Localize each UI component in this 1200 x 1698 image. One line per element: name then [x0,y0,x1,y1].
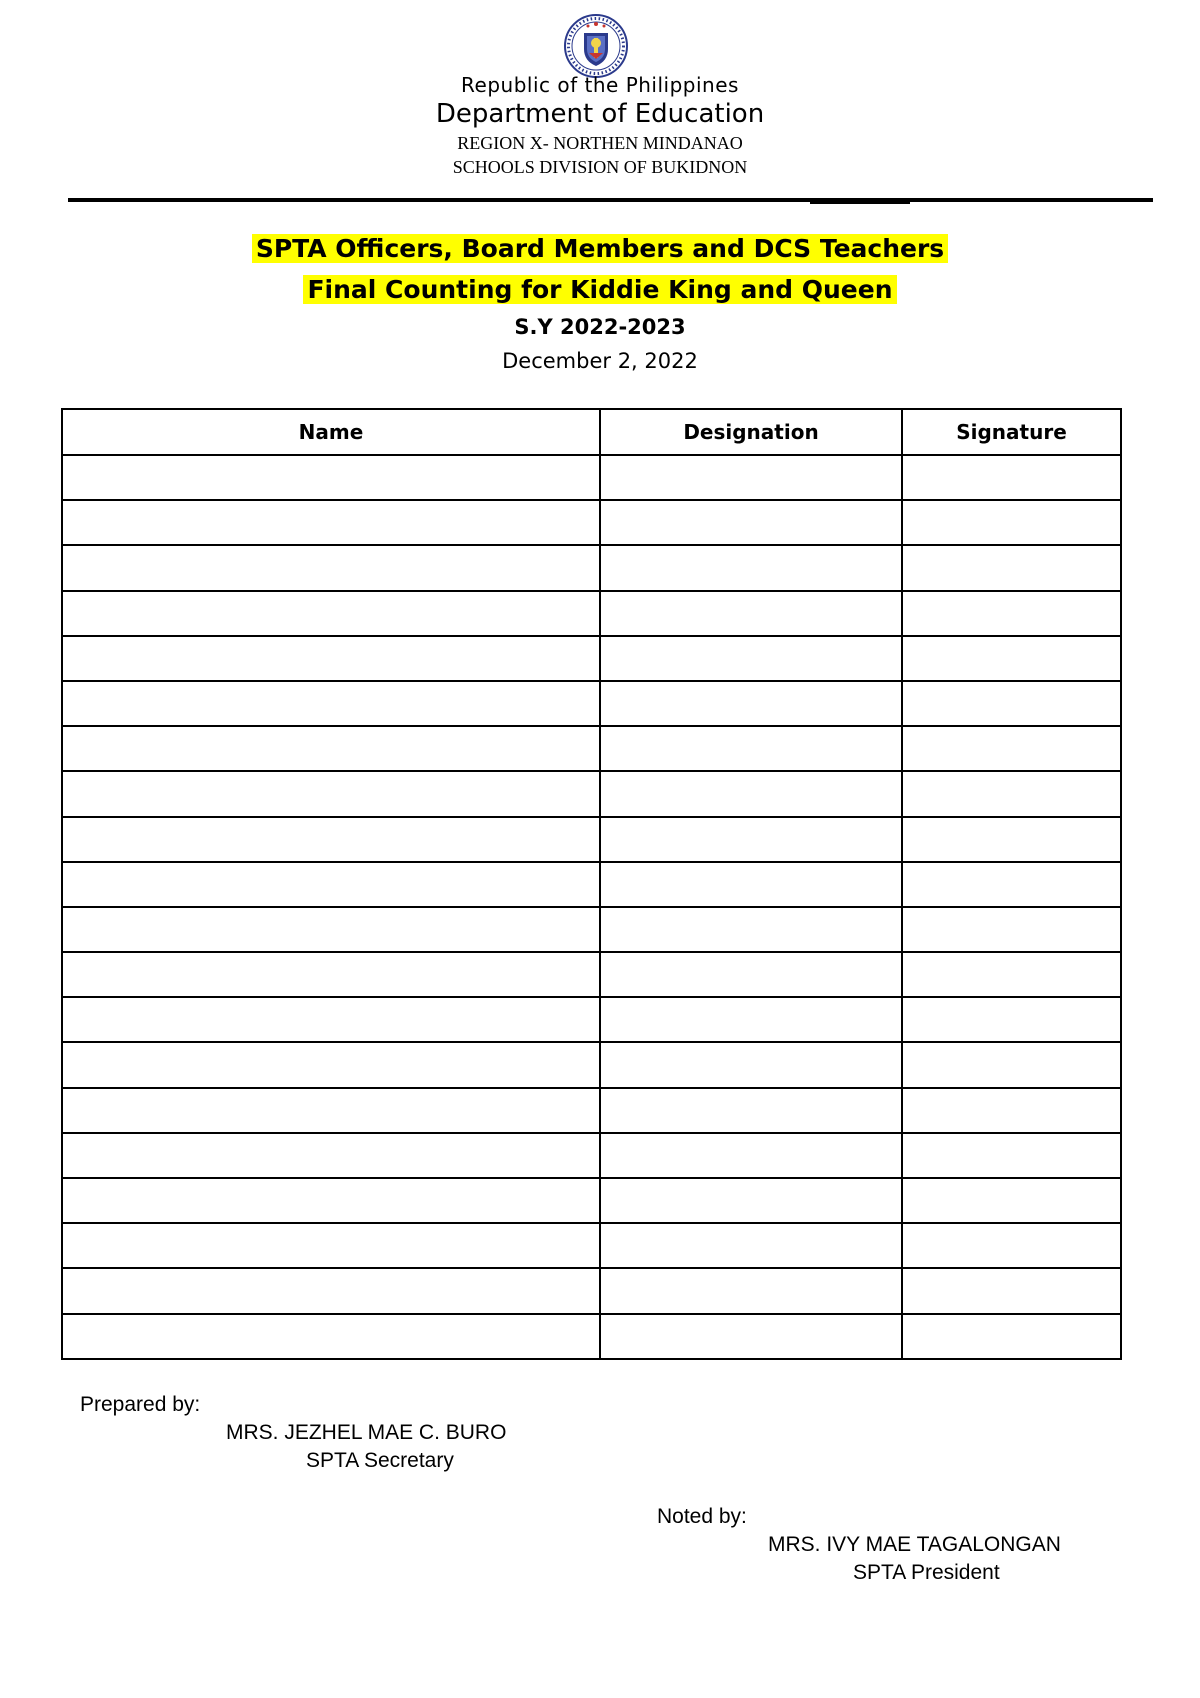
prepared-by-role: SPTA Secretary [306,1449,454,1472]
table-row [62,952,1121,997]
name-cell [62,1178,600,1223]
table-row [62,1133,1121,1178]
table-body [62,455,1121,1359]
designation-cell [600,1088,902,1133]
table-row [62,771,1121,816]
table-row [62,1178,1121,1223]
table-row [62,591,1121,636]
name-cell [62,817,600,862]
designation-cell [600,1042,902,1087]
designation-cell [600,1178,902,1223]
signature-cell [902,545,1121,590]
attendance-table [61,408,1122,1360]
signature-cell [902,997,1121,1042]
region-line: REGION X- NORTHEN MINDANAO [457,133,743,153]
signature-cell [902,500,1121,545]
table-row [62,907,1121,952]
column-header-name: Name [62,409,600,455]
signature-cell [902,1042,1121,1087]
name-cell [62,771,600,816]
table-row [62,500,1121,545]
table-header-row [62,409,1121,455]
table-row [62,817,1121,862]
noted-by-name: MRS. IVY MAE TAGALONGAN [768,1533,1061,1556]
designation-cell [600,726,902,771]
designation-cell [600,817,902,862]
signature-cell [902,771,1121,816]
designation-cell [600,952,902,997]
table-row [62,681,1121,726]
table-row [62,1223,1121,1268]
designation-cell [600,862,902,907]
school-year: S.Y 2022-2023 [514,315,686,339]
signature-cell [902,591,1121,636]
signature-cell [902,1133,1121,1178]
title-line-2-wrap [0,275,1200,304]
column-header-signature: Signature [902,409,1121,455]
name-cell [62,726,600,771]
title-line-1: SPTA Officers, Board Members and DCS Teachers [252,234,948,263]
signature-cell [902,726,1121,771]
name-cell [62,545,600,590]
deped-seal-icon [563,13,629,79]
signature-cell [902,681,1121,726]
table-row [62,862,1121,907]
document-date: December 2, 2022 [502,349,698,373]
prepared-by-label: Prepared by: [80,1393,201,1416]
designation-cell [600,455,902,500]
header-divider [68,198,1153,202]
table-row [62,1088,1121,1133]
name-cell [62,1223,600,1268]
designation-cell [600,500,902,545]
table-row [62,636,1121,681]
name-cell [62,997,600,1042]
noted-by-label: Noted by: [657,1505,747,1528]
name-cell [62,681,600,726]
name-cell [62,636,600,681]
designation-cell [600,1268,902,1313]
signature-cell [902,817,1121,862]
signature-cell [902,1088,1121,1133]
signature-cell [902,1268,1121,1313]
table-row [62,726,1121,771]
designation-cell [600,681,902,726]
table-row [62,1268,1121,1313]
name-cell [62,1133,600,1178]
department-name: Department of Education [435,99,765,129]
name-cell [62,1042,600,1087]
table-row [62,455,1121,500]
title-line-2: Final Counting for Kiddie King and Queen [303,275,896,304]
division-line: SCHOOLS DIVISION OF BUKIDNON [452,157,748,177]
designation-cell [600,636,902,681]
designation-cell [600,771,902,816]
designation-cell [600,907,902,952]
republic-line: Republic of the Philippines [461,73,739,97]
noted-by-role: SPTA President [853,1561,1000,1584]
signature-cell [902,952,1121,997]
title-line-1-wrap [0,234,1200,263]
name-cell [62,952,600,997]
header-divider-mark [810,202,910,204]
name-cell [62,455,600,500]
name-cell [62,500,600,545]
designation-cell [600,997,902,1042]
signature-cell [902,636,1121,681]
name-cell [62,1088,600,1133]
signature-cell [902,455,1121,500]
designation-cell [600,591,902,636]
column-header-designation: Designation [600,409,902,455]
table-row [62,1042,1121,1087]
designation-cell [600,1133,902,1178]
name-cell [62,591,600,636]
name-cell [62,862,600,907]
prepared-by-name: MRS. JEZHEL MAE C. BURO [226,1421,507,1444]
designation-cell [600,1223,902,1268]
name-cell [62,907,600,952]
signature-cell [902,907,1121,952]
table-row [62,997,1121,1042]
signature-cell [902,862,1121,907]
table-row [62,1314,1121,1359]
signature-cell [902,1223,1121,1268]
signature-cell [902,1178,1121,1223]
table-row [62,545,1121,590]
signature-cell [902,1314,1121,1359]
designation-cell [600,545,902,590]
name-cell [62,1268,600,1313]
designation-cell [600,1314,902,1359]
name-cell [62,1314,600,1359]
